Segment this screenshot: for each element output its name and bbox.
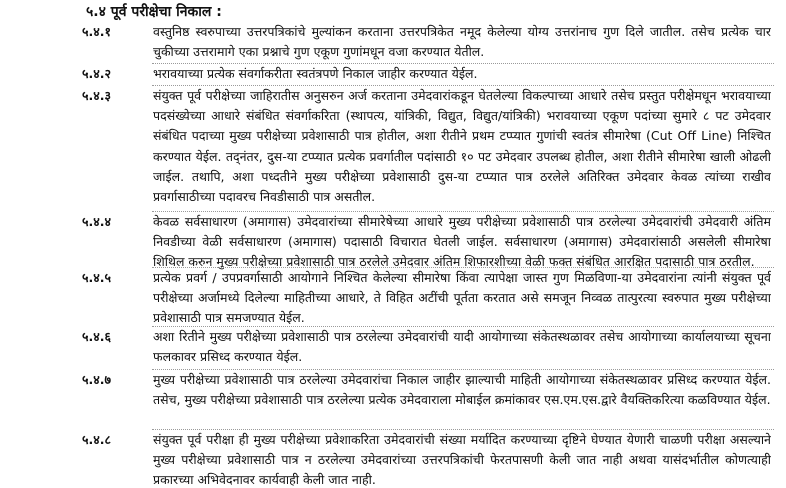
clause-number: ५.४.५ [82, 270, 111, 285]
clause-item [82, 370, 774, 430]
clause-text: वस्तुनिष्ठ स्वरुपाच्या उत्तरपत्रिकांचे मुल्यांकन करताना उत्तरपत्रिकेत नमूद केलेल्या योग्य उत्तरांनाच गुण दिले जातील. तसेच प्रत्येक चार चुकीच्या उत्तरामागे एका प्रश्नाचे गुण एकूण गुणांमधून वजा करण्यात येतील. [153, 24, 771, 60]
clause-text: मुख्य परीक्षेच्या प्रवेशासाठी पात्र ठरलेल्या उमेदवारांचा निकाल जाहीर झाल्याची माहिती आयोगाच्या संकेतस्थळावर प्रसिध्द करण्यात येईल. तसेच, मुख्य परीक्षेच्या प्रवेशासाठी पात्र ठरलेल्या प्रत्येक उमेदवाराला मोबाईल क्रमांकावर एस.एम.एस.द्वारे वैयक्तिकरित्या कळविण्यात येईल. [153, 372, 771, 408]
clause-item [82, 430, 774, 488]
clause-number: ५.४.७ [82, 372, 111, 387]
clause-text: प्रत्येक प्रवर्ग / उपप्रवर्गासाठी आयोगाने निश्चित केलेल्या सीमारेषा किंवा त्यापेक्षा जास्त गुण मिळविणा-या उमेदवारांना त्यांनी संयुक्त पूर्व परीक्षेच्या अर्जामध्ये दिलेल्या माहितीच्या आधारे, ते विहित अटींची पूर्तता करतात असे समजून निव्वळ तात्पुरत्या स्वरुपात मुख्य परीक्षेच्या प्रवेशासाठी पात्र समजण्यात येईल. [153, 270, 771, 326]
clause-number: ५.४.६ [82, 329, 111, 344]
clause-number: ५.४.२ [82, 66, 111, 81]
clause-number: ५.४.४ [82, 214, 111, 229]
section-heading: ५.४ पूर्व परीक्षेचा निकाल : [86, 4, 222, 20]
clause-number: ५.४.८ [82, 432, 111, 447]
clause-number: ५.४.१ [82, 24, 111, 39]
clause-text: अशा रितीने मुख्य परीक्षेच्या प्रवेशासाठी पात्र ठरलेल्या उमेदवारांची यादी आयोगाच्या संकेतस्थळावर तसेच आयोगाच्या कार्यालयाच्या सूचना फलकावर प्रसिध्द करण्यात येईल. [153, 329, 771, 365]
clause-item [82, 22, 774, 62]
clause-number: ५.४.३ [82, 88, 111, 103]
clause-text: केवळ सर्वसाधारण (अमागास) उमेदवारांच्या सीमारेषेच्या आधारे मुख्य परीक्षेच्या प्रवेशासाठी पात्र ठरलेल्या उमेदवारांची उमेदवारी अंतिम निवडीच्या वेळी सर्वसाधारण (अमागास) पदासाठी विचारात घेतली जाईल. सर्वसाधारण (अमागास) उमेदवारांसाठी असलेली सीमारेषा शिथिल करुन मुख्य परीक्षेच्या प्रवेशासाठी पात्र ठरलेले उमेदवार अंतिम शिफारशीच्या वेळी फक्त संबंधित आरक्षित पदासाठी पात्र ठरतील. [153, 214, 771, 270]
clause-text: भरावयाच्या प्रत्येक संवर्गाकरीता स्वतंत्रपणे निकाल जाहीर करण्यात येईल. [153, 66, 478, 81]
clause-text: संयुक्त पूर्व परीक्षा ही मुख्य परीक्षेच्या प्रवेशाकरिता उमेदवारांची संख्या मर्यादित करण्याच्या दृष्टिने घेण्यात येणारी चाळणी परीक्षा असल्याने मुख्य परीक्षेच्या प्रवेशासाठी पात्र न ठरलेल्या उमेदवारांच्या उत्तरपत्रिकांची फेरतपासणी केली जात नाही अथवा यासंदर्भातील कोणत्याही प्रकारच्या अभिवेदनावर कार्यवाही केली जात नाही. [153, 432, 771, 488]
clause-item [82, 327, 774, 367]
clause-item [82, 64, 774, 84]
clause-item [82, 212, 774, 272]
clause-item [82, 86, 774, 206]
clause-text: संयुक्त पूर्व परीक्षेच्या जाहिरातीस अनुसरुन अर्ज करताना उमेदवारांकडून घेतलेल्या विकल्पाच्या आधारे तसेच प्रस्तुत परीक्षेमधून भरावयाच्या पदसंख्येच्या आधारे संबंधित संवर्गाकरिता (स्थापत्य, यांत्रिकी, विद्युत, विद्युत/यांत्रिकी) भरावयाच्या एकूण पदांच्या सुमारे ८ पट उमेदवार संबंधित पदाच्या मुख्य परीक्षेच्या प्रवेशासाठी पात्र होतील, अशा रीतीने प्रथम टप्प्यात गुणांची स्वतंत्र सीमारेषा (Cut Off Line) निश्चित करण्यात येईल. तद्नंतर, दुस-या टप्प्यात प्रत्येक प्रवर्गातील पदांसाठी १० पट उमेदवार उपलब्ध होतील, अशा रीतीने सीमारेषा खाली ओढली जाईल. तथापि, अशा पध्दतीने मुख्य परीक्षेच्या प्रवेशासाठी दुस-या टप्प्यात पात्र ठरलेले अतिरिक्त उमेदवार केवळ त्यांच्या राखीव प्रवर्गासाठीच्या पदावरच निवडीसाठी पात्र असतील. [153, 88, 771, 205]
clause-item [82, 268, 774, 328]
